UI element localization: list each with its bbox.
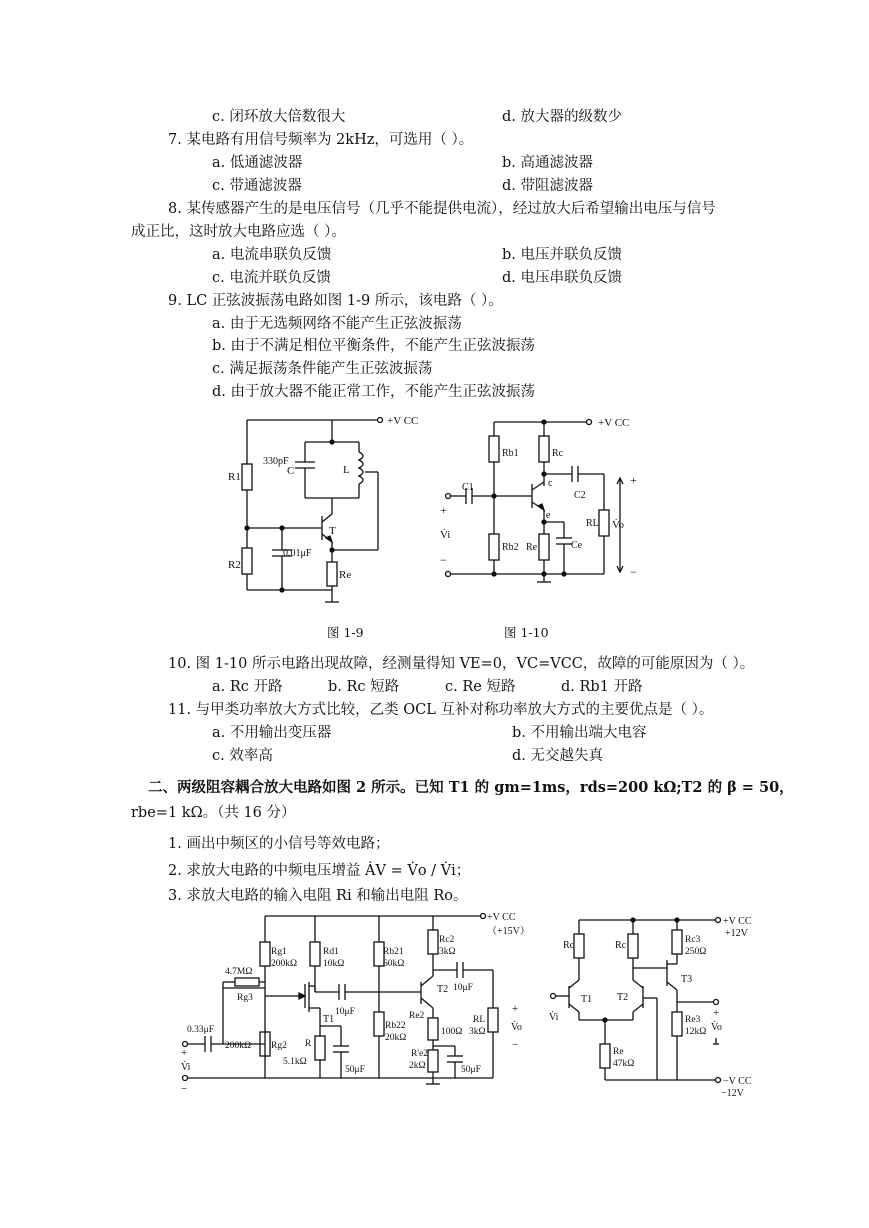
fig2-re2-value: 100Ω	[441, 1027, 463, 1037]
q10-stem: 10. 图 1-10 所示电路出现故障，经测量得知 VE=0，VC=VCC，故障的可能原因为（ ）。	[168, 656, 755, 672]
fig110-vo-label: V̇o	[612, 519, 625, 531]
fig110-c-terminal: c	[548, 478, 553, 489]
fig3-vi-label: V̇i	[549, 1012, 559, 1023]
q10-option-d: d. Rb1 开路	[561, 679, 643, 695]
fig3-re3-label: Re3	[685, 1015, 701, 1025]
fig3-t2-label: T2	[617, 992, 629, 1003]
q9-option-c: c. 满足振荡条件能产生正弦波振荡	[212, 361, 433, 377]
figure-1-10-amplifier-circuit	[438, 410, 658, 590]
fig2-rg3-label: Rg3	[237, 993, 253, 1003]
fig2-rb21-label: Rb21	[383, 947, 404, 957]
fig3-rc2-label: Rc	[615, 940, 627, 951]
figure-2-two-stage-amplifier	[175, 908, 545, 1098]
q9-option-a: a. 由于无选频网络不能产生正弦波振荡	[212, 316, 462, 332]
fig2-vi-plus: +	[181, 1047, 188, 1059]
fig110-rb1-label: Rb1	[502, 448, 519, 459]
fig2-rd1-label: Rd1	[323, 947, 339, 957]
fig2-r-label: R	[305, 1039, 312, 1049]
fig19-re-label: Re	[339, 569, 352, 581]
fig2-rb22-label: Rb22	[385, 1021, 406, 1031]
fig2-rl-value: 3kΩ	[469, 1027, 486, 1037]
fig2-c3-value: 50μF	[345, 1065, 365, 1075]
fig3-t3-label: T3	[681, 974, 693, 985]
fig2-re2p-label: R'e2	[411, 1049, 429, 1059]
fig110-c1-label: C1	[462, 482, 474, 493]
fig2-rg2-label: Rg2	[271, 1041, 287, 1051]
q9-option-b: b. 由于不满足相位平衡条件，不能产生正弦波振荡	[212, 338, 535, 354]
fig2-rd1-value: 10kΩ	[323, 959, 345, 969]
q11-stem: 11. 与甲类功率放大方式比较，乙类 OCL 互补对称功率放大方式的主要优点是（ ）。	[168, 702, 714, 718]
fig2-vcc-label: +V CC	[487, 912, 516, 923]
fig3-vcc-value: +12V	[725, 928, 748, 939]
fig110-re-label: Re	[526, 542, 538, 553]
fig2-c4-value: 50μF	[461, 1065, 481, 1075]
section2-heading-line1: 二、两级阻容耦合放大电路如图 2 所示。已知 T1 的 gm=1ms，rds=200 kΩ;T2 的 β = 50，	[148, 779, 794, 796]
fig19-vcc-label: +V CC	[387, 415, 419, 427]
q6-option-c: c. 闭环放大倍数很大	[212, 109, 346, 125]
figure-1-9-oscillator-circuit	[225, 410, 425, 610]
fig2-rb22-value: 20kΩ	[385, 1033, 407, 1043]
fig19-r2-label: R2	[228, 559, 241, 571]
sub-question-3: 3. 求放大电路的输入电阻 Ri 和输出电阻 Ro。	[168, 888, 468, 904]
fig2-rg3-value: 4.7MΩ	[225, 967, 253, 977]
q7-option-d: d. 带阻滤波器	[502, 178, 593, 194]
fig2-re2p-value: 2kΩ	[409, 1061, 426, 1071]
fig110-rl-label: RL	[586, 518, 599, 529]
fig110-rc-label: Rc	[552, 448, 564, 459]
caption-fig-1-9: 图 1-9	[327, 625, 364, 640]
q8-stem-line1: 8. 某传感器产生的是电压信号（几乎不能提供电流），经过放大后希望输出电压与信号	[168, 201, 716, 217]
q10-option-c: c. Re 短路	[445, 679, 516, 695]
q10-option-b: b. Rc 短路	[328, 679, 400, 695]
fig110-vi-label: V̇i	[440, 529, 451, 541]
sub-question-1: 1. 画出中频区的小信号等效电路；	[168, 836, 390, 852]
fig2-rb21-value: 60kΩ	[383, 959, 405, 969]
fig19-l-label: L	[343, 464, 350, 476]
fig2-c2-value: 10μF	[453, 983, 473, 993]
q8-stem-line2: 成正比，这时放大电路应选（ ）。	[131, 224, 346, 240]
fig19-t-label: T	[329, 525, 336, 537]
q7-option-c: c. 带通滤波器	[212, 178, 302, 194]
fig19-r1-label: R1	[228, 471, 241, 483]
q8-option-c: c. 电流并联负反馈	[212, 270, 331, 286]
fig110-vi-minus: −	[440, 553, 447, 567]
fig3-re-value: 47kΩ	[613, 1059, 635, 1069]
fig110-c2-label: C2	[574, 490, 586, 501]
q7-option-a: a. 低通滤波器	[212, 155, 303, 171]
fig3-vcc-label: +V CC	[723, 916, 752, 927]
fig3-rc1-label: Rc	[563, 940, 575, 951]
fig110-e-terminal: e	[546, 510, 551, 521]
fig2-rg2-value: 200kΩ	[225, 1041, 252, 1051]
fig3-re-label: Re	[613, 1047, 624, 1057]
fig2-rc2-value: 3kΩ	[439, 947, 456, 957]
q9-option-d: d. 由于放大器不能正常工作，不能产生正弦波振荡	[212, 384, 535, 400]
fig2-t1-label: T1	[323, 1014, 335, 1025]
fig3-vee-label: −V CC	[723, 1076, 752, 1087]
fig110-vi-plus: +	[440, 503, 447, 517]
fig110-vcc-label: +V CC	[598, 417, 630, 429]
fig19-cb-value: 0.01μF	[283, 548, 312, 559]
fig3-vee-value: −12V	[721, 1088, 744, 1098]
fig2-vo-label: V̇o	[511, 1022, 522, 1033]
fig3-rc3-label: Rc3	[685, 935, 701, 945]
fig3-t1-label: T1	[581, 994, 593, 1005]
section2-heading-line2: rbe=1 kΩ。（共 16 分）	[131, 805, 296, 821]
fig2-rc2-label: Rc2	[439, 935, 455, 945]
q8-option-d: d. 电压串联负反馈	[502, 270, 622, 286]
fig110-rb2-label: Rb2	[502, 542, 519, 553]
q9-stem: 9. LC 正弦波振荡电路如图 1-9 所示，该电路（ ）。	[168, 293, 503, 309]
fig2-r-value: 5.1kΩ	[283, 1057, 307, 1067]
sub-question-2: 2. 求放大电路的中频电压增益 ȦV = V̇o / V̇i；	[168, 863, 471, 879]
fig2-vo-minus: −	[512, 1039, 519, 1051]
q7-option-b: b. 高通滤波器	[502, 155, 593, 171]
fig2-rg1-label: Rg1	[271, 947, 287, 957]
q8-option-a: a. 电流串联负反馈	[212, 247, 332, 263]
fig19-c-value: 330pF	[263, 456, 289, 467]
q10-option-a: a. Rc 开路	[212, 679, 283, 695]
figure-differential-amplifier	[545, 908, 765, 1098]
fig3-rc3-value: 250Ω	[685, 947, 707, 957]
q8-option-b: b. 电压并联负反馈	[502, 247, 622, 263]
q11-option-c: c. 效率高	[212, 748, 273, 764]
fig2-rg1-value: 200kΩ	[271, 959, 298, 969]
q11-option-b: b. 不用输出端大电容	[512, 725, 647, 741]
fig3-re3-value: 12kΩ	[685, 1027, 707, 1037]
fig2-t2-label: T2	[437, 984, 449, 995]
fig2-re2-label: Re2	[409, 1011, 425, 1021]
fig3-vo-label: V̇o	[711, 1022, 722, 1033]
q11-option-d: d. 无交越失真	[512, 748, 603, 764]
fig2-rl-label: RL	[473, 1015, 486, 1025]
fig2-vcc-value: （+15V）	[487, 926, 530, 937]
caption-fig-1-10: 图 1-10	[504, 625, 549, 640]
fig2-vi-label: V̇i	[181, 1062, 191, 1073]
fig2-c1-value: 10μF	[335, 1007, 355, 1017]
q6-option-d: d. 放大器的级数少	[502, 109, 622, 125]
fig110-vo-minus: −	[630, 565, 637, 579]
fig3-vo-plus: +	[713, 1007, 720, 1019]
fig110-vo-plus: +	[630, 473, 637, 487]
fig110-ce-label: Ce	[571, 540, 583, 551]
fig19-c-label: C	[287, 465, 295, 477]
fig2-cin-value: 0.33μF	[187, 1025, 215, 1035]
fig2-vi-minus: −	[181, 1083, 188, 1095]
q11-option-a: a. 不用输出变压器	[212, 725, 332, 741]
q7-stem: 7. 某电路有用信号频率为 2kHz，可选用（ ）。	[168, 132, 474, 148]
fig2-vo-plus: +	[512, 1003, 519, 1015]
